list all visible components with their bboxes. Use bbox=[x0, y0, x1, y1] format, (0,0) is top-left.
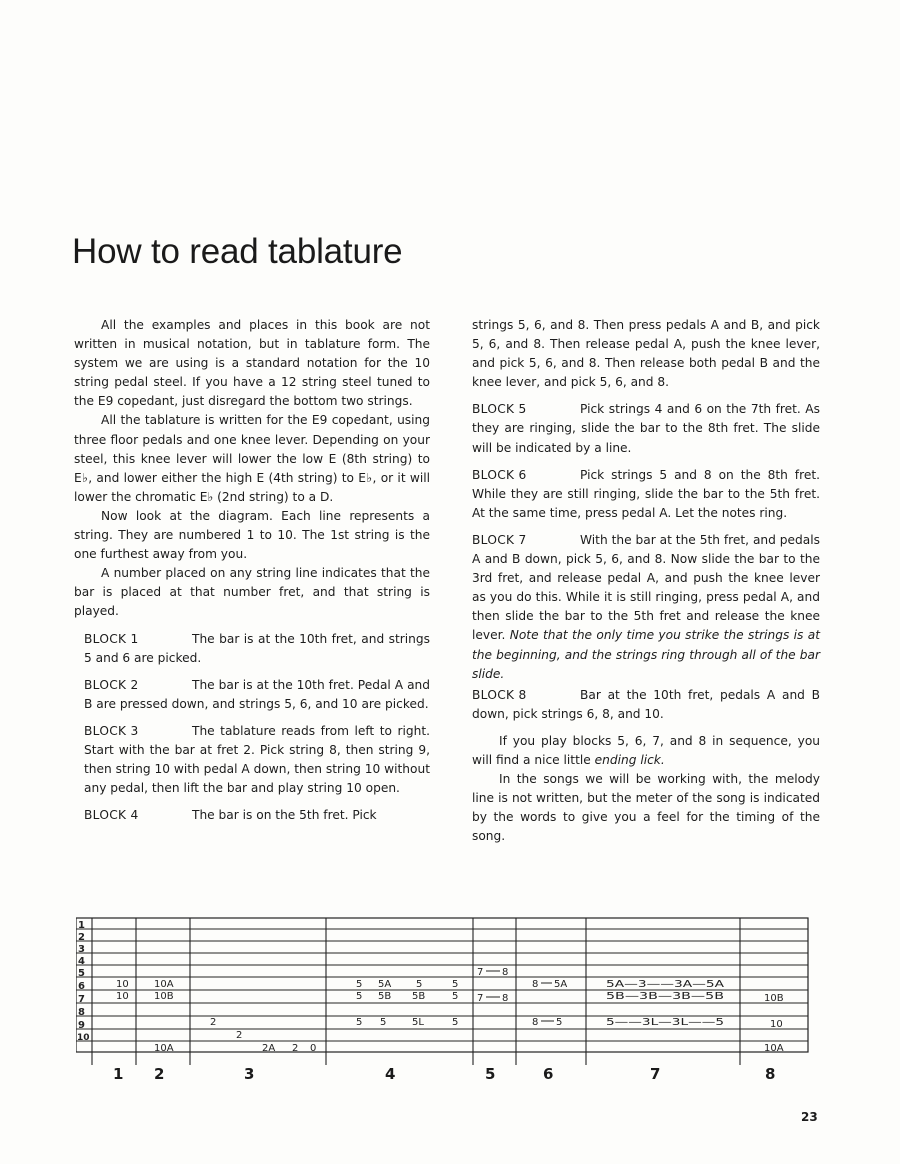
string-number: 7 bbox=[78, 994, 85, 1005]
string-number: 1 bbox=[78, 920, 85, 931]
paragraph-diagram: Now look at the diagram. Each line represents a string. They are numbered 1 to 10. The 1st string is the one furthest away from you. bbox=[74, 508, 430, 562]
block-7-text: With the bar at the 5th fret, and pedals A and B down, pick 5, 6, and 8. Now slide the bar to the 3rd fret, and release pedal A, and push the knee lever as you do this. While it is still ringing, press pedal A, and then slide the bar to the 5th fret and release the knee lever. bbox=[472, 532, 820, 643]
string-numbers bbox=[77, 920, 90, 1043]
string-number: 4 bbox=[78, 956, 85, 967]
fret-note: 2 bbox=[292, 1043, 299, 1054]
block-6-label: BLOCK 6 bbox=[472, 467, 527, 482]
fret-note: 10A bbox=[154, 1043, 174, 1054]
sequence-text: If you play blocks 5, 6, 7, and 8 in sequence, you will find a nice little bbox=[472, 733, 820, 767]
page-title: How to read tablature bbox=[72, 232, 403, 271]
block-3-description bbox=[74, 722, 430, 798]
fret-note: 5 bbox=[452, 991, 459, 1002]
block-number: 6 bbox=[543, 1065, 554, 1083]
fret-note: 5 bbox=[452, 1017, 459, 1028]
fret-note: 8 bbox=[502, 993, 509, 1004]
paragraph-intro: All the examples and places in this book are not written in musical notation, but in tablature form. The system we are using is a standard notation for the 10 string pedal steel. If you have a 12 string steel tuned to the E9 copedant, just disregard the bottom two strings. bbox=[74, 318, 430, 409]
string-number: 10 bbox=[77, 1033, 90, 1043]
fret-note: 5 bbox=[452, 979, 459, 990]
block-7-description bbox=[472, 531, 820, 684]
block-7-note: Note that the only time you strike the strings is at the beginning, and the strings ring through all of the bar slide. bbox=[472, 628, 820, 681]
left-column bbox=[74, 316, 430, 825]
block-4-label: BLOCK 4 bbox=[84, 808, 139, 823]
block-2-label: BLOCK 2 bbox=[84, 677, 139, 692]
fret-note: 10 bbox=[116, 991, 129, 1002]
fret-note: 5 bbox=[380, 1017, 387, 1028]
block-6-description bbox=[472, 466, 820, 523]
block-number: 7 bbox=[650, 1065, 661, 1083]
fret-note: 8 bbox=[532, 1017, 539, 1028]
block-8-label: BLOCK 8 bbox=[472, 687, 527, 702]
block-number: 2 bbox=[154, 1065, 165, 1083]
fret-note: 2A bbox=[262, 1043, 276, 1054]
fret-note: 7 bbox=[477, 967, 484, 978]
block-number: 5 bbox=[485, 1065, 496, 1083]
string-number: 5 bbox=[78, 968, 85, 979]
fret-sequence: 5B—3B—3B—5B bbox=[606, 991, 724, 1002]
page-number: 23 bbox=[801, 1110, 818, 1124]
fret-note: 5 bbox=[356, 979, 363, 990]
block-number: 4 bbox=[385, 1065, 396, 1083]
fret-note: 5B bbox=[378, 991, 392, 1002]
fret-note: 5 bbox=[556, 1017, 563, 1028]
fret-sequence: 5A—3——3A—5A bbox=[606, 979, 725, 990]
block-number: 1 bbox=[113, 1065, 124, 1083]
block-6-text: Pick strings 5 and 8 on the 8th fret. While they are still ringing, slide the bar to the 5th fret. At the same time, press pedal A. Let the notes ring. bbox=[472, 467, 820, 520]
fret-note: 10B bbox=[764, 993, 784, 1004]
string-number: 3 bbox=[78, 944, 85, 955]
string-number: 2 bbox=[78, 932, 85, 943]
block-7-label: BLOCK 7 bbox=[472, 532, 527, 547]
block-3-text: The tablature reads from left to right. Start with the bar at fret 2. Pick string 8, then string 9, then string 10 with pedal A down, then string 10 without any pedal, then lift the bar and play string 10 open. bbox=[84, 723, 430, 796]
paragraph-songs: In the songs we will be working with, the melody line is not written, but the meter of the song is indicated by the words to give you a feel for the timing of the song. bbox=[472, 772, 820, 844]
fret-note: 5 bbox=[356, 991, 363, 1002]
block-5-text: Pick strings 4 and 6 on the 7th fret. As they are ringing, slide the bar to the 8th fret. The slide will be indicated by a line. bbox=[472, 402, 820, 455]
tablature-svg bbox=[76, 915, 812, 1085]
string-number: 9 bbox=[78, 1020, 85, 1031]
right-column bbox=[472, 316, 820, 846]
block-1-text: The bar is at the 10th fret, and strings 5 and 6 are picked. bbox=[84, 631, 430, 665]
fret-note: 10A bbox=[154, 979, 174, 990]
block-4-text: The bar is on the 5th fret. Pick bbox=[192, 808, 377, 823]
paragraph-sequence bbox=[472, 732, 820, 770]
fret-note: 10 bbox=[116, 979, 129, 990]
block-number: 8 bbox=[765, 1065, 776, 1083]
fret-note: 10A bbox=[764, 1043, 784, 1054]
tablature-diagram bbox=[76, 915, 812, 1089]
block-8-text: Bar at the 10th fret, pedals A and B down, pick strings 6, 8, and 10. bbox=[472, 687, 820, 721]
block-number: 3 bbox=[244, 1065, 255, 1083]
block-4-description bbox=[74, 806, 430, 825]
paragraph-block4-continued: strings 5, 6, and 8. Then press pedals A and B, and pick 5, 6, and 8. Then release pedal A, push the knee lever, and pick 5, 6, and 8. Then release both pedal B and the knee lever, and pick 5, 6, and 8. bbox=[472, 318, 820, 390]
fret-note: 10B bbox=[154, 991, 174, 1002]
block-1-description bbox=[74, 630, 430, 668]
fret-note: 5A bbox=[554, 979, 568, 990]
paragraph-copedant: All the tablature is written for the E9 copedant, using three floor pedals and one knee lever. Depending on your steel, this knee lever will lower the low E (8th string) to E♭, and lower either the high E (4th string) to E♭, or it will lower the chromatic E♭ (2nd string) to a D. bbox=[74, 413, 430, 504]
fret-note: 5 bbox=[356, 1017, 363, 1028]
paragraph-number: A number placed on any string line indicates that the bar is placed at that number fret, and that string is played. bbox=[74, 566, 430, 619]
fret-note: 10 bbox=[770, 1019, 783, 1030]
fret-note: 2 bbox=[210, 1017, 217, 1028]
block-2-text: The bar is at the 10th fret. Pedal A and B are pressed down, and strings 5, 6, and 10 are picked. bbox=[84, 677, 430, 711]
string-number: 6 bbox=[78, 981, 85, 992]
string-number: 8 bbox=[78, 1007, 85, 1018]
fret-sequence: 5——3L—3L——5 bbox=[606, 1017, 724, 1028]
fret-note: 2 bbox=[236, 1030, 243, 1041]
block-3-label: BLOCK 3 bbox=[84, 723, 139, 738]
fret-note: 8 bbox=[502, 967, 509, 978]
fret-note: 5L bbox=[412, 1017, 424, 1028]
block-1-label: BLOCK 1 bbox=[84, 631, 139, 646]
block-numbers bbox=[113, 1065, 775, 1083]
ending-lick: ending lick. bbox=[594, 752, 665, 767]
fret-note: 0 bbox=[310, 1043, 317, 1054]
block-5-label: BLOCK 5 bbox=[472, 402, 527, 417]
fret-note: 8 bbox=[532, 979, 539, 990]
fret-note: 5B bbox=[412, 991, 426, 1002]
fret-note: 5 bbox=[416, 979, 423, 990]
fret-note: 7 bbox=[477, 993, 484, 1004]
fret-note: 5A bbox=[378, 979, 392, 990]
block-8-description bbox=[472, 686, 820, 724]
block-2-description bbox=[74, 676, 430, 714]
block-5-description bbox=[472, 400, 820, 457]
